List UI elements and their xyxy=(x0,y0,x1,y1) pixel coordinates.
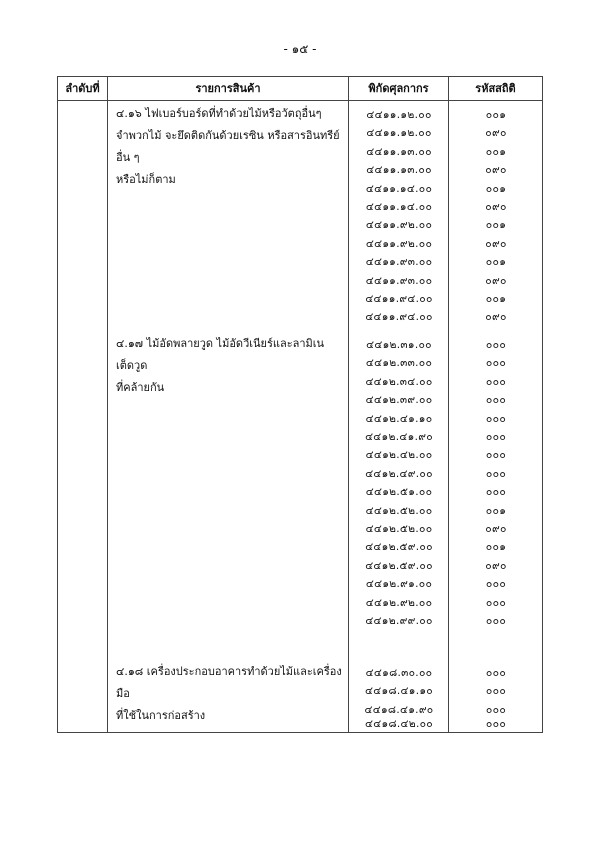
stat-code: ๐๐๐ xyxy=(485,615,507,627)
stat-code: ๐๐๑ xyxy=(485,109,507,121)
tariff-code: ๔๔๑๒.๕๒.๐๐ xyxy=(365,523,433,535)
stat-code: ๐๙๐ xyxy=(485,201,507,213)
header-stat: รหัสสถิติ xyxy=(475,82,516,95)
tariff-code: ๔๔๑๘.๔๒.๐๐ xyxy=(364,717,434,730)
stat-code: ๐๐๐ xyxy=(485,467,507,480)
tariff-code: ๔๔๑๘.๔๑.๑๐ xyxy=(364,685,434,698)
stat-code: ๐๐๐ xyxy=(485,596,507,609)
description-line: ที่คล้ายกัน xyxy=(116,381,165,394)
tariff-code: ๔๔๑๑.๙๓.๐๐ xyxy=(365,274,433,287)
stat-code: ๐๙๐ xyxy=(485,164,507,177)
tariff-code: ๔๔๑๑.๙๔.๐๐ xyxy=(365,293,433,305)
tariff-code: ๔๔๑๒.๔๒.๐๐ xyxy=(365,449,433,462)
tariff-code: ๔๔๑๘.๓๐.๐๐ xyxy=(365,667,433,679)
page-number: - ๑๕ - xyxy=(283,42,317,56)
tariff-code: ๔๔๑๒.๕๑.๐๐ xyxy=(365,486,433,499)
stat-code: ๐๐๑ xyxy=(485,219,507,232)
stat-code: ๐๐๑ xyxy=(485,293,507,305)
tariff-code: ๔๔๑๒.๕๙.๐๐ xyxy=(365,541,433,554)
stat-code: ๐๐๐ xyxy=(485,339,507,351)
tariff-code: ๔๔๑๘.๔๑.๙๐ xyxy=(364,703,434,716)
tariff-code: ๔๔๑๒.๙๑.๐๐ xyxy=(365,578,433,591)
tariff-code: ๔๔๑๑.๙๒.๐๐ xyxy=(365,237,433,250)
stat-code: ๐๐๐ xyxy=(485,486,507,499)
stat-code: ๐๐๐ xyxy=(485,717,507,730)
description-line: หรือไม่ก็ตาม xyxy=(116,173,176,186)
item-description xyxy=(116,333,348,399)
stat-code: ๐๐๐ xyxy=(485,412,507,425)
description-line: ๔.๑๘ เครื่องประกอบอาคารทำด้วยไม้และเครื่องมือ xyxy=(116,665,342,700)
description-line: ที่ใช้ในการก่อสร้าง xyxy=(116,709,206,722)
stat-code: ๐๐๐ xyxy=(485,685,507,698)
tariff-code: ๔๔๑๑.๙๔.๐๐ xyxy=(365,311,433,324)
stat-code: ๐๙๐ xyxy=(485,237,507,250)
tariff-code: ๔๔๑๑.๑๒.๐๐ xyxy=(366,109,432,121)
tariff-code: ๔๔๑๑.๙๓.๐๐ xyxy=(365,256,433,269)
stat-code: ๐๐๑ xyxy=(485,541,507,554)
tariff-code: ๔๔๑๒.๓๙.๐๐ xyxy=(365,394,433,407)
tariff-code: ๔๔๑๒.๓๔.๐๐ xyxy=(365,375,433,388)
tariff-code: ๔๔๑๑.๑๔.๐๐ xyxy=(365,182,433,195)
stat-code: ๐๙๐ xyxy=(485,559,507,572)
column-divider xyxy=(448,77,449,732)
stat-code: ๐๐๑ xyxy=(485,256,507,269)
tariff-code: ๔๔๑๒.๙๒.๐๐ xyxy=(365,596,433,609)
stat-code: ๐๐๑ xyxy=(485,145,507,158)
stat-code: ๐๐๐ xyxy=(485,578,507,591)
stat-code: ๐๐๐ xyxy=(485,449,507,462)
stat-code: ๐๐๑ xyxy=(485,182,507,195)
tariff-code: ๔๔๑๒.๕๒.๐๐ xyxy=(365,504,433,517)
stat-code: ๐๐๐ xyxy=(485,375,507,388)
stat-code: ๐๐๑ xyxy=(485,504,507,517)
tariff-code: ๔๔๑๒.๕๙.๐๐ xyxy=(365,559,433,572)
description-line: ๔.๑๖ ไฟเบอร์บอร์ดที่ทำด้วยไม้หรือวัตถุอื่นๆ xyxy=(116,107,322,120)
stat-code: ๐๐๐ xyxy=(485,394,507,407)
item-description xyxy=(116,103,348,191)
tariff-code: ๔๔๑๒.๓๑.๐๐ xyxy=(366,339,432,351)
tariff-code: ๔๔๑๒.๔๑.๑๐ xyxy=(365,412,433,425)
description-line: ๔.๑๗ ไม้อัดพลายวูด ไม้อัดวีเนียร์และลามิเนเต็ดวูด xyxy=(116,337,325,372)
tariff-code: ๔๔๑๑.๑๓.๐๐ xyxy=(366,164,432,177)
stat-code: ๐๐๐ xyxy=(485,357,507,370)
header-tariff: พิกัดศุลกากร xyxy=(368,82,429,95)
stat-code: ๐๙๐ xyxy=(485,274,507,287)
stat-code: ๐๐๐ xyxy=(485,431,507,443)
tariff-code: ๔๔๑๑.๑๒.๐๐ xyxy=(366,127,432,140)
tariff-code: ๔๔๑๑.๑๔.๐๐ xyxy=(365,201,433,213)
column-divider xyxy=(348,77,349,732)
column-divider xyxy=(107,77,108,732)
tariff-code: ๔๔๑๒.๙๙.๐๐ xyxy=(365,615,433,627)
table-header xyxy=(58,77,542,101)
header-item: รายการสินค้า xyxy=(195,82,261,95)
description-line: จำพวกไม้ จะยึดติดกันด้วยเรซิน หรือสารอินทรีย์อื่น ๆ xyxy=(116,129,340,164)
tariff-table xyxy=(57,76,543,733)
stat-code: ๐๙๐ xyxy=(485,311,507,324)
tariff-code: ๔๔๑๒.๔๙.๐๐ xyxy=(365,467,433,480)
item-description xyxy=(116,661,348,727)
tariff-code: ๔๔๑๑.๑๓.๐๐ xyxy=(366,145,432,158)
header-seq: ลำดับที่ xyxy=(65,82,100,95)
tariff-code: ๔๔๑๒.๔๑.๙๐ xyxy=(365,431,433,443)
tariff-code: ๔๔๑๒.๓๓.๐๐ xyxy=(365,357,433,370)
stat-code: ๐๙๐ xyxy=(485,127,507,140)
stat-code: ๐๐๐ xyxy=(485,667,507,679)
stat-code: ๐๐๐ xyxy=(485,703,507,716)
stat-code: ๐๙๐ xyxy=(485,523,507,535)
tariff-code: ๔๔๑๑.๙๒.๐๐ xyxy=(365,219,433,232)
